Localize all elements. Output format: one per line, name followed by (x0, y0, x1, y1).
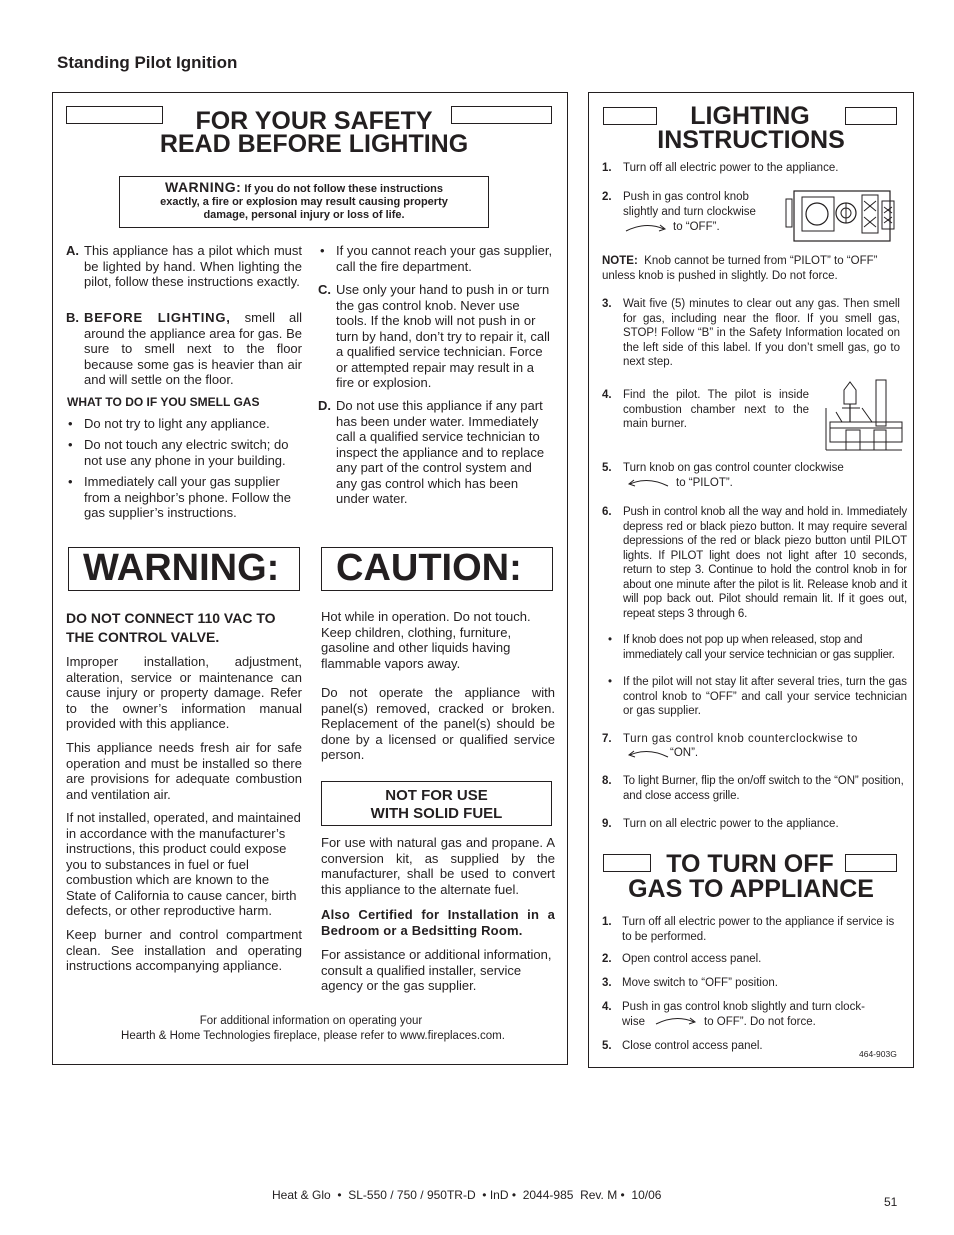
not-for-use-box (321, 781, 552, 826)
left-footer-line2: Hearth & Home Technologies fireplace, please refer to www.fireplaces.com. (121, 1030, 505, 1042)
step-key: 9. (602, 818, 612, 830)
item-key: C. (318, 282, 331, 297)
page-footer: Heat & Glo • SL-550 / 750 / 950TR-D • InD • 2044-985 Rev. M • 10/06 (272, 1188, 662, 1202)
caution-title-box: CAUTION: (321, 547, 553, 591)
warning-text-2: exactly, a fire or explosion may result causing property (160, 196, 448, 208)
bullet-text: Immediately call your gas supplier from a neighbor’s phone. Follow the gas supplier’s instructions. (84, 474, 291, 520)
warning-p4: Keep burner and control compartment clean. See installation and operating instructions accompanying appliance. (66, 927, 302, 973)
turnoff-title-line2: GAS TO APPLIANCE (628, 875, 874, 903)
safety-title-line2: READ BEFORE LIGHTING (159, 130, 469, 158)
step-text: Push in control knob all the way and hold in. Immediately depress red or black piezo button. It may require several depressions of the red or black piezo button until PILOT lights. If PILOT light does not light after 10 seconds, return to step 3. Continue to hold the control knob in for about one minute after the pilot is lit. Release knob and it will pop back out. Pilot should remain lit. If it goes out, repeat steps 3 through 6. (623, 506, 907, 620)
step-text: Wait five (5) minutes to clear out any gas. Then smell for gas, including near the floor. If you smell gas, STOP! Follow “B” in the Safety Information located on the left side of this label. If you don’t smell gas, go to next step. (623, 298, 900, 368)
item-text: Do not use this appliance if any part has been under water. Immediately call a qualified service technician to inspect the appliance and to replace any part of the control system and any gas control which has been under water. (336, 398, 545, 506)
counterclockwise-arrow-icon (624, 748, 670, 760)
warning-subhead: DO NOT CONNECT 110 VAC TO THE CONTROL VALVE. (66, 610, 276, 645)
step-key: 3. (602, 298, 612, 310)
warning-p3: If not installed, operated, and maintained in accordance with the manufacturer’s instructions, this product could expose you to substances in fuel or fuel combustion which are known to the State of California to cause cancer, birth defects, or other reproductive harm. (66, 810, 301, 918)
caution-p1: Hot while in operation. Do not touch. Keep children, clothing, furniture, gasoline and other liquids having flammable vapors away. (321, 609, 531, 671)
not-for-use-line1: NOT FOR USE (385, 787, 488, 804)
turnoff-step-4-wise: wise (622, 1016, 646, 1028)
step-key: 4. (602, 1001, 612, 1013)
step-text: Turn on all electric power to the appliance. (623, 818, 839, 830)
warning-text-1: If you do not follow these instructions (244, 183, 443, 195)
lighting-title-line1: LIGHTING (690, 102, 810, 130)
step-text: Move switch to “OFF” position. (622, 977, 778, 989)
step-key: 1. (602, 162, 612, 174)
title-bar-left (603, 854, 651, 872)
step-text: Close control access panel. (622, 1040, 763, 1052)
step-text: Find the pilot. The pilot is inside combustion chamber next to the main burner. (623, 389, 809, 430)
warning-text-3: damage, personal injury or loss of life. (203, 209, 405, 221)
note-key: NOTE: (602, 255, 638, 267)
step-key: 6. (602, 506, 612, 518)
step-text: Turn gas control knob counterclockwise to (623, 733, 858, 745)
page-number: 51 (884, 1195, 898, 1209)
lighting-step-5-pilot: to “PILOT”. (676, 477, 733, 489)
bullet-text: Do not try to light any appliance. (84, 416, 270, 431)
bullet-text: If the pilot will not stay lit after several tries, turn the gas control knob to “OFF” and call your service technician or gas supplier. (623, 676, 907, 717)
step-key: 5. (602, 1040, 612, 1052)
warning-p1: Improper installation, adjustment, alteration, service or maintenance can cause injury or property damage. Refer to the owner’s information manual provided with this appliance. (66, 654, 302, 731)
left-footer-line1: For additional information on operating your (199, 1015, 423, 1027)
step-text: To light Burner, flip the on/off switch to the “ON” position, and close access grille. (623, 775, 904, 802)
not-for-use-line2: WITH SOLID FUEL (370, 805, 503, 822)
step-text: Turn off all electric power to the appliance if service is to be performed. (622, 916, 895, 943)
safety-warning-box (119, 176, 489, 228)
section-title: Standing Pilot Ignition (57, 53, 238, 72)
safety-title-line1: FOR YOUR SAFETY (195, 107, 433, 135)
caution-p3: For use with natural gas and propane. A conversion kit, as supplied by the manufacturer, shall be used to convert this appliance to the alternate fuel. (321, 835, 555, 897)
step-text: Open control access panel. (622, 953, 762, 965)
note-text: Knob cannot be turned from “PILOT” to “OFF” unless knob is pushed in slightly. Do not force. (602, 255, 878, 282)
title-bar-right (845, 107, 897, 125)
step-key: 3. (602, 977, 612, 989)
warning-title-box: WARNING: (68, 547, 300, 591)
lighting-note (602, 254, 902, 283)
step-key: 8. (602, 775, 612, 787)
item-text: Use only your hand to push in or turn the gas control knob. Never use tools. If the knob will not push in or turn by hand, don’t try to repair it, call a qualified service technician. Force or attempted repair may result in a fire or explosion. (336, 282, 550, 390)
bullet-text: If knob does not pop up when released, stop and immediately call your service technician or gas supplier. (623, 634, 895, 661)
lighting-title-line2: INSTRUCTIONS (657, 126, 845, 154)
item-key: D. (318, 398, 331, 413)
title-bar-left (603, 107, 657, 125)
gas-valve-icon (784, 187, 902, 245)
step-text: Turn knob on gas control counter clockwise (623, 462, 844, 474)
step-key: 7. (602, 733, 612, 745)
clockwise-arrow-icon (624, 222, 670, 234)
title-bar-right (845, 854, 897, 872)
turnoff-step-4-off: to OFF”. Do not force. (704, 1016, 816, 1028)
item-key: A. (66, 243, 79, 258)
step-key: 5. (602, 462, 612, 474)
step-text: Turn off all electric power to the appliance. (623, 162, 839, 174)
caution-p2: Do not operate the appliance with panel(s) removed, cracked or broken. Replacement of the panel(s) should be done by a licensed or qualified service person. (321, 685, 555, 762)
item-lead: BEFORE LIGHTING, (84, 310, 231, 325)
item-key: B. (66, 310, 79, 325)
label-code: 464-903G (859, 1049, 897, 1059)
item-text: This appliance has a pilot which must be lighted by hand. When lighting the pilot, follow these instructions exactly. (84, 243, 302, 289)
bullet-text: If you cannot reach your gas supplier, call the fire department. (336, 243, 553, 274)
counterclockwise-arrow-icon (624, 477, 670, 489)
caution-p4: Also Certified for Installation in a Bedroom or a Bedsitting Room. (321, 907, 555, 938)
step-key: 2. (602, 953, 612, 965)
lighting-step-2-off: to “OFF”. (673, 221, 720, 233)
caution-p5: For assistance or additional information, consult a qualified installer, service agency or the gas supplier. (321, 947, 552, 993)
step-key: 1. (602, 916, 612, 928)
turnoff-title-line1: TO TURN OFF (666, 850, 834, 878)
step-text: Push in gas control knob slightly and turn clockwise (623, 191, 756, 218)
lighting-step-7-on: “ON”. (670, 747, 699, 759)
step-key: 2. (602, 191, 612, 203)
step-key: 4. (602, 389, 612, 401)
smell-gas-heading: WHAT TO DO IF YOU SMELL GAS (67, 395, 260, 409)
step-text: Push in gas control knob slightly and turn clock- (622, 1001, 865, 1013)
pilot-assembly-icon (822, 378, 904, 452)
warning-p2: This appliance needs fresh air for safe operation and must be installed so there are provisions for adequate combustion and ventilation air. (66, 740, 302, 802)
item-text: smell all around the appliance area for gas. Be sure to smell next to the floor because some gas is heavier than air and will settle on the floor. (84, 310, 302, 387)
bullet-text: Do not touch any electric switch; do not use any phone in your building. (84, 437, 289, 468)
clockwise-arrow-icon (654, 1015, 700, 1027)
warning-word: WARNING: (165, 179, 242, 195)
